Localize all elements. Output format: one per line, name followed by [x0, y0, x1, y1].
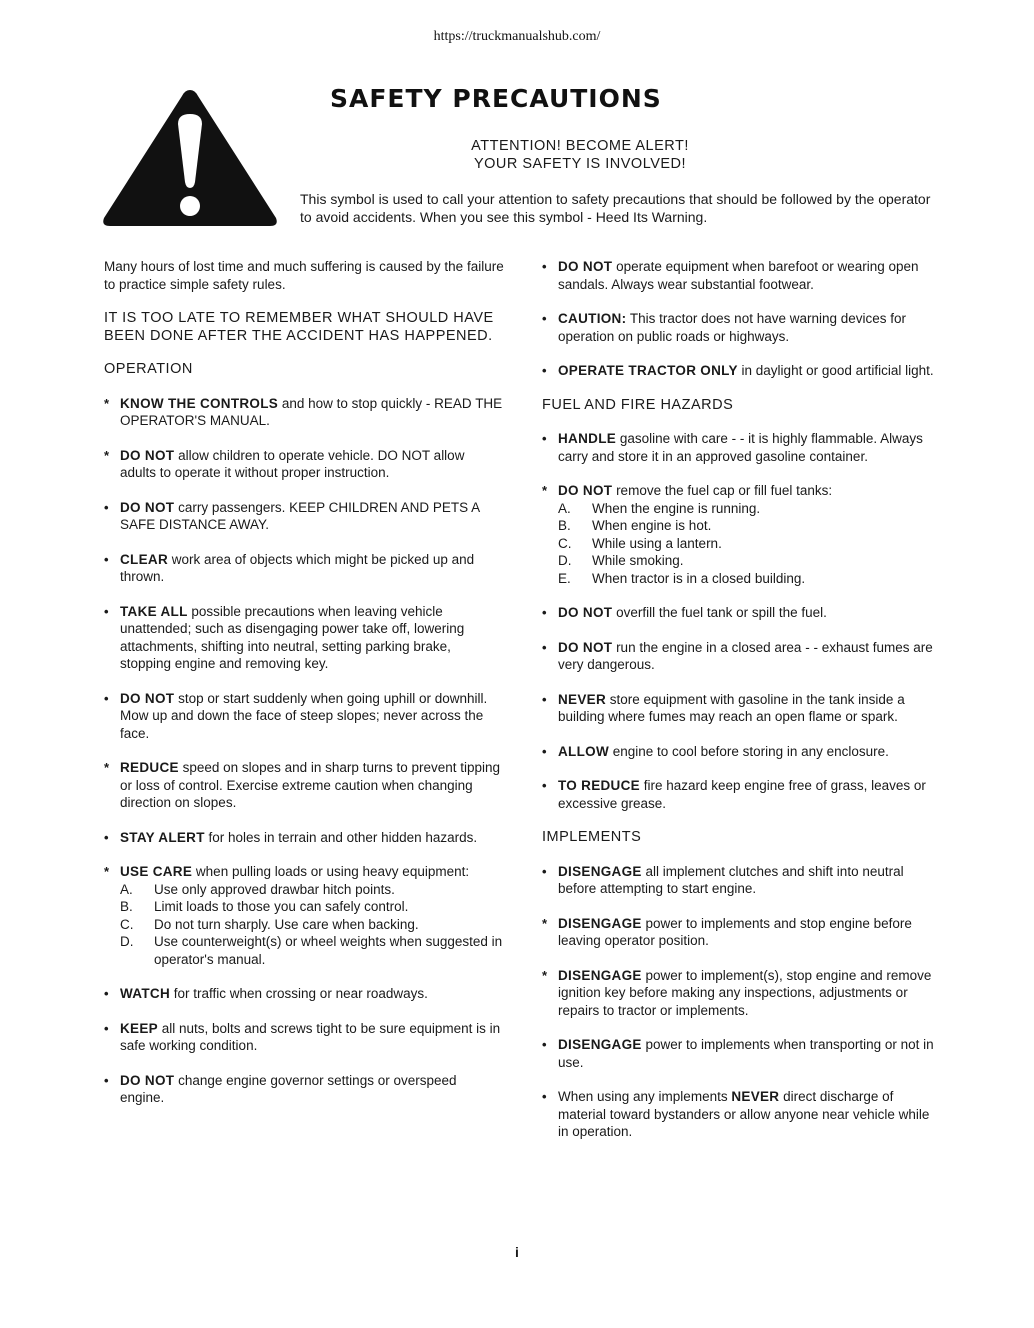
list-item: • DISENGAGE power to implements when transporting or not in use. — [542, 1037, 934, 1070]
left-column — [104, 258, 504, 1124]
list-item: • KEEP all nuts, bolts and screws tight to be sure equipment is in safe working condition. — [104, 1020, 501, 1053]
list-item: • DO NOT stop or start suddenly when going uphill or downhill. Mow up and down the face of steep slopes; never across the face. — [104, 690, 488, 741]
list-item: * DO NOT allow children to operate vehicle. DO NOT allow adults to operate it without proper instruction. — [104, 447, 465, 480]
list-item: • CAUTION: This tractor does not have warning devices for operation on public roads or highways. — [542, 311, 907, 344]
list-item: • DO NOT overfill the fuel tank or spill the fuel. — [542, 605, 827, 620]
list-item: • ALLOW engine to cool before storing in any enclosure. — [542, 743, 889, 759]
list-item: • STAY ALERT for holes in terrain and other hidden hazards. — [104, 829, 478, 845]
sub-list: A. When the engine is running. B. When engine is hot. C. While using a lantern. D. While smoking. E. When tractor is in a closed building. — [558, 500, 806, 586]
operation-heading: OPERATION — [104, 361, 193, 377]
too-late-paragraph: IT IS TOO LATE TO REMEMBER WHAT SHOULD HAVE BEEN DONE AFTER THE ACCIDENT HAS HAPPENED. — [104, 310, 494, 344]
list-item: • DO NOT run the engine in a closed area - - exhaust fumes are very dangerous. — [542, 639, 933, 672]
list-item: • DISENGAGE all implement clutches and shift into neutral before attempting to start engine. — [542, 863, 904, 896]
source-url: https://truckmanualshub.com/ — [433, 29, 601, 44]
warning-triangle-icon — [100, 86, 280, 230]
implements-heading: IMPLEMENTS — [542, 829, 642, 845]
attention-banner: ATTENTION! BECOME ALERT! YOUR SAFETY IS INVOLVED! — [471, 138, 689, 172]
list-item: * USE CARE when pulling loads or using heavy equipment: A. Use only approved drawbar hitch points. B. Limit loads to those you can safely control. C. Do not turn sharply. Use care when backing. D. Use counterweight(s) or wheel weights when suggested in operator's manual. — [104, 864, 503, 967]
page-title: SAFETY PRECAUTIONS — [330, 84, 662, 113]
list-item: • CLEAR work area of objects which might be picked up and thrown. — [104, 551, 475, 584]
right-column — [542, 258, 942, 1158]
list-item: * KNOW THE CONTROLS and how to stop quickly - READ THE OPERATOR'S MANUAL. — [104, 395, 503, 428]
list-item: • OPERATE TRACTOR ONLY in daylight or good artificial light. — [542, 363, 934, 378]
list-item: • DO NOT carry passengers. KEEP CHILDREN AND PETS A SAFE DISTANCE AWAY. — [104, 499, 480, 532]
list-item: * REDUCE speed on slopes and in sharp turns to prevent tipping or loss of control. Exercise extreme caution when changing direction on slopes. — [104, 760, 501, 810]
list-item: * DISENGAGE power to implements and stop engine before leaving operator position. — [542, 915, 912, 948]
list-item: • DO NOT change engine governor settings or overspeed engine. — [104, 1072, 457, 1105]
list-item: • When using any implements NEVER direct discharge of material toward bystanders or allow anyone near vehicle while in operation. — [542, 1089, 930, 1139]
list-item: • NEVER store equipment with gasoline in the tank inside a building where fumes may reach an open flame or spark. — [542, 691, 905, 724]
list-item: * DISENGAGE power to implement(s), stop engine and remove ignition key before making any inspections, adjustments or repairs to tractor or implements. — [542, 967, 932, 1018]
list-item: • HANDLE gasoline with care - - it is highly flammable. Always carry and store it in an approved gasoline container. — [542, 431, 923, 464]
list-item: • WATCH for traffic when crossing or near roadways. — [104, 986, 428, 1001]
fuel-heading: FUEL AND FIRE HAZARDS — [542, 396, 734, 413]
intro-paragraph: Many hours of lost time and much suffering is caused by the failure to practice simple safety rules. — [104, 259, 504, 292]
list-item: • TO REDUCE fire hazard keep engine free of grass, leaves or excessive grease. — [542, 778, 926, 811]
list-item: * DO NOT remove the fuel cap or fill fuel tanks: A. When the engine is running. B. When engine is hot. C. While using a lantern. D. While smoking. E. When tractor is in a closed building. — [542, 482, 942, 587]
symbol-note: This symbol is used to call your attention to safety precautions that should be followed by the operator to avoid accidents. When you see this symbol - Heed Its Warning. — [300, 191, 931, 225]
list-item: • TAKE ALL possible precautions when leaving vehicle unattended; such as disengaging power take off, lowering attachments, shifting into neutral, setting parking brake, stopping engine and removing key. — [104, 603, 465, 671]
sub-list: A. Use only approved drawbar hitch points. B. Limit loads to those you can safely control. C. Do not turn sharply. Use care when backing. D. Use counterweight(s) or wheel weights when suggested in operator's manual. — [120, 881, 503, 967]
list-item: • DO NOT operate equipment when barefoot or wearing open sandals. Always wear substantial footwear. — [542, 259, 919, 292]
page-number: i — [515, 1244, 519, 1260]
